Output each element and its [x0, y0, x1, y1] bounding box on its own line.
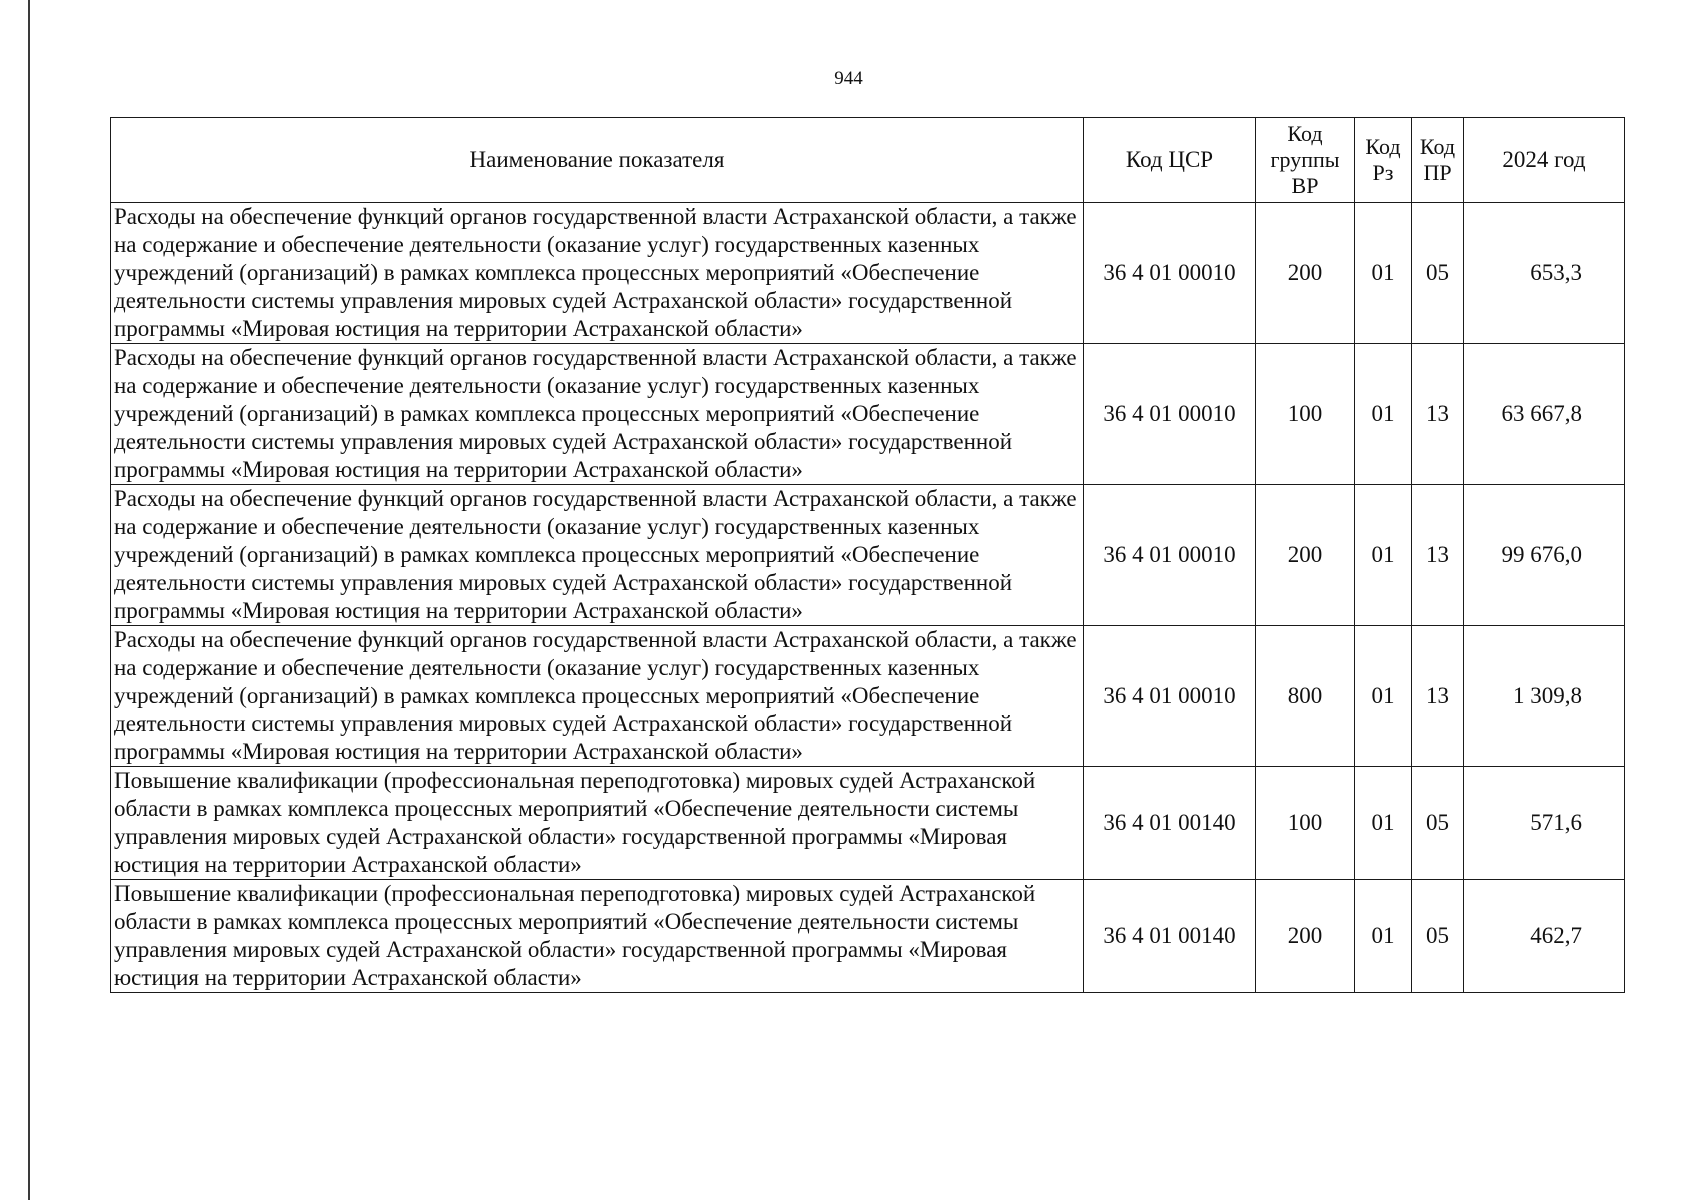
cell-vr: 200: [1256, 203, 1355, 344]
cell-vr: 200: [1256, 485, 1355, 626]
cell-vr: 200: [1256, 880, 1355, 993]
cell-pr: 13: [1412, 344, 1464, 485]
budget-table: [110, 117, 1625, 993]
cell-csr: 36 4 01 00010: [1084, 626, 1256, 767]
table-row: [111, 203, 1625, 344]
cell-pr: 05: [1412, 767, 1464, 880]
table-row: [111, 880, 1625, 993]
cell-pr: 13: [1412, 626, 1464, 767]
cell-name: Расходы на обеспечение функций органов государственной власти Астраханской области, а также на содержание и обеспечение деятельности (оказание услуг) государственных казенных учреждений (организаций) в рамках комплекса процессных мероприятий «Обеспечение деятельности системы управления мировых судей Астраханской области» государственной программы «Мировая юстиция на территории Астраханской области»: [111, 203, 1084, 344]
cell-csr: 36 4 01 00140: [1084, 767, 1256, 880]
cell-csr: 36 4 01 00010: [1084, 203, 1256, 344]
cell-pr: 05: [1412, 880, 1464, 993]
table-row: [111, 485, 1625, 626]
header-rz: Код Рз: [1355, 118, 1412, 203]
cell-csr: 36 4 01 00010: [1084, 485, 1256, 626]
header-name: Наименование показателя: [111, 118, 1084, 203]
cell-rz: 01: [1355, 880, 1412, 993]
cell-name: Повышение квалификации (профессиональная переподготовка) мировых судей Астраханской области в рамках комплекса процессных мероприятий «Обеспечение деятельности системы управления мировых судей Астраханской области» государственной программы «Мировая юстиция на территории Астраханской области»: [111, 767, 1084, 880]
cell-vr: 100: [1256, 767, 1355, 880]
scan-edge-line: [28, 0, 30, 1200]
table-row: [111, 344, 1625, 485]
cell-amount: 653,3: [1464, 203, 1625, 344]
cell-csr: 36 4 01 00140: [1084, 880, 1256, 993]
cell-name: Повышение квалификации (профессиональная переподготовка) мировых судей Астраханской области в рамках комплекса процессных мероприятий «Обеспечение деятельности системы управления мировых судей Астраханской области» государственной программы «Мировая юстиция на территории Астраханской области»: [111, 880, 1084, 993]
page-number: 944: [834, 68, 863, 89]
header-pr: Код ПР: [1412, 118, 1464, 203]
cell-amount: 1 309,8: [1464, 626, 1625, 767]
header-vr: Код группы ВР: [1256, 118, 1355, 203]
cell-csr: 36 4 01 00010: [1084, 344, 1256, 485]
cell-amount: 462,7: [1464, 880, 1625, 993]
cell-name: Расходы на обеспечение функций органов государственной власти Астраханской области, а также на содержание и обеспечение деятельности (оказание услуг) государственных казенных учреждений (организаций) в рамках комплекса процессных мероприятий «Обеспечение деятельности системы управления мировых судей Астраханской области» государственной программы «Мировая юстиция на территории Астраханской области»: [111, 626, 1084, 767]
cell-rz: 01: [1355, 767, 1412, 880]
cell-rz: 01: [1355, 344, 1412, 485]
cell-pr: 05: [1412, 203, 1464, 344]
cell-name: Расходы на обеспечение функций органов государственной власти Астраханской области, а также на содержание и обеспечение деятельности (оказание услуг) государственных казенных учреждений (организаций) в рамках комплекса процессных мероприятий «Обеспечение деятельности системы управления мировых судей Астраханской области» государственной программы «Мировая юстиция на территории Астраханской области»: [111, 485, 1084, 626]
cell-name: Расходы на обеспечение функций органов государственной власти Астраханской области, а также на содержание и обеспечение деятельности (оказание услуг) государственных казенных учреждений (организаций) в рамках комплекса процессных мероприятий «Обеспечение деятельности системы управления мировых судей Астраханской области» государственной программы «Мировая юстиция на территории Астраханской области»: [111, 344, 1084, 485]
cell-rz: 01: [1355, 626, 1412, 767]
cell-amount: 63 667,8: [1464, 344, 1625, 485]
cell-rz: 01: [1355, 485, 1412, 626]
table-body: [111, 203, 1625, 993]
cell-pr: 13: [1412, 485, 1464, 626]
header-year: 2024 год: [1464, 118, 1625, 203]
table-header: [111, 118, 1625, 203]
cell-vr: 100: [1256, 344, 1355, 485]
cell-amount: 571,6: [1464, 767, 1625, 880]
cell-amount: 99 676,0: [1464, 485, 1625, 626]
header-csr: Код ЦСР: [1084, 118, 1256, 203]
header-row: [111, 118, 1625, 203]
table-row: [111, 626, 1625, 767]
cell-vr: 800: [1256, 626, 1355, 767]
cell-rz: 01: [1355, 203, 1412, 344]
table-row: [111, 767, 1625, 880]
